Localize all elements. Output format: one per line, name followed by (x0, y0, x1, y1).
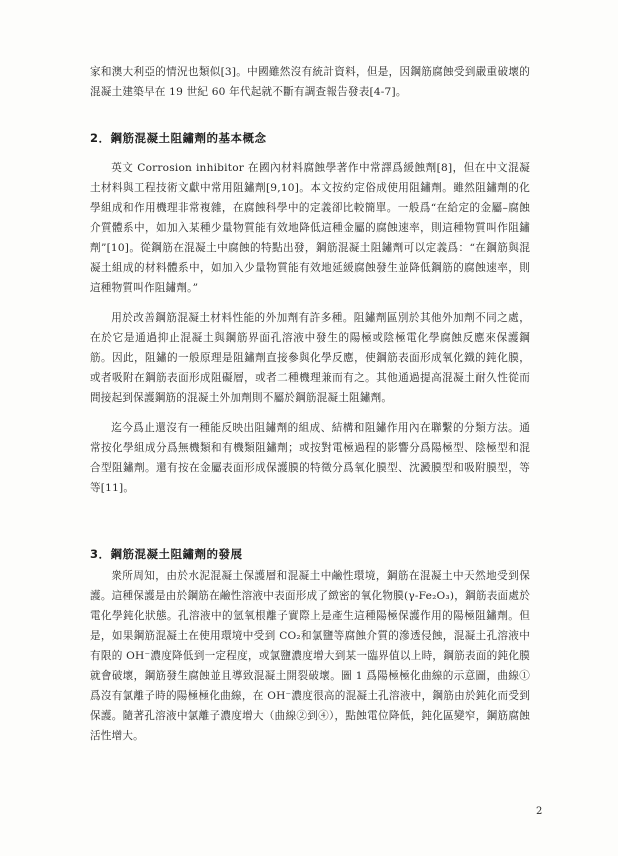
page-number: 2 (536, 806, 543, 817)
section-3-body (90, 566, 530, 746)
section-2-paragraph-1: 英文 Corrosion inhibitor 在國內材料腐蝕學著作中常譯爲緩蝕劑[8]，但在中文混凝土材料與工程技術文獻中常用阻鏽劑[9,10]。本文按約定俗成使用阻鏽劑。雖然阻鏽劑的化學組成和作用機理非常複雜，在腐蝕科學中的定義卻比較簡單。一般爲“在給定的金屬–腐蝕介質體系中，如加入某種少量物質能有效地降低這種金屬的腐蝕速率，則這種物質叫作阻鏽劑”[10]。從鋼筋在混凝土中腐蝕的特點出發，鋼筋混凝土阻鏽劑可以定義爲：“在鋼筋與混凝土組成的材料體系中，如加入少量物質能有效地延緩腐蝕發生並降低鋼筋的腐蝕速率，則這種物質叫作阻鏽劑。” (90, 162, 530, 294)
section-3-paragraph-1: 衆所周知，由於水泥混凝土保護層和混凝土中鹼性環境，鋼筋在混凝土中天然地受到保護。這種保護是由於鋼筋在鹼性溶液中表面形成了緻密的氧化物膜(γ-Fe₂O₃)，鋼筋表面處於電化學鈍化狀態。孔溶液中的氫氧根離子實際上是產生這種陽極保護作用的陽極阻鏽劑。但是，如果鋼筋混凝土在使用環境中受到 CO₂和氯鹽等腐蝕介質的滲透侵蝕，混凝土孔溶液中有限的 OH⁻濃度降低到一定程度，或氯鹽濃度增大到某一臨界值以上時，鋼筋表面的鈍化膜就會破壞，鋼筋發生腐蝕並且導致混凝土開裂破壞。圖 1 爲陽極極化曲線的示意圖，曲線①爲沒有氯離子時的陽極極化曲線，在 OH⁻濃度很高的混凝土孔溶液中，鋼筋由於鈍化而受到保護。隨著孔溶液中氯離子濃度增大（曲線②到④），點蝕電位降低，鈍化區變窄，鋼筋腐蝕活性增大。 (90, 570, 530, 742)
intro-paragraph: 家和澳大利亞的情況也類似[3]。中國雖然沒有統計資料，但是，因鋼筋腐蝕受到嚴重破壞的混凝土建築早在 19 世紀 60 年代起就不斷有調查報告發表[4-7]。 (90, 66, 530, 98)
section-2-paragraph-2: 用於改善鋼筋混凝土材料性能的外加劑有許多種。阻鏽劑區別於其他外加劑不同之處，在於它是通過抑止混凝土與鋼筋界面孔溶液中發生的陽極或陰極電化學腐蝕反應來保護鋼筋。因此，阻鏽的一般原理是阻鏽劑直接參與化學反應，使鋼筋表面形成氧化鐵的鈍化膜，或者吸附在鋼筋表面形成阻礙層，或者二種機理兼而有之。其他通過提高混凝土耐久性從而間接起到保護鋼筋的混凝土外加劑則不屬於鋼筋混凝土阻鏽劑。 (90, 312, 530, 404)
section-2-paragraph-3: 迄今爲止還沒有一種能反映出阻鏽劑的組成、結構和阻鏽作用內在聯繫的分類方法。通常按化學組成分爲無機類和有機類阻鏽劑；或按對電極過程的影響分爲陽極型、陰極型和混合型阻鏽劑。還有按在金屬表面形成保護膜的特徵分爲氧化膜型、沈澱膜型和吸附膜型，等等[11]。 (90, 422, 530, 494)
section-2-heading: 2．鋼筋混凝土阻鏽劑的基本概念 (90, 131, 267, 145)
section-2-body (90, 158, 530, 498)
intro-paragraph-block (90, 62, 530, 102)
section-3-heading: 3．鋼筋混凝土阻鏽劑的發展 (90, 547, 243, 561)
